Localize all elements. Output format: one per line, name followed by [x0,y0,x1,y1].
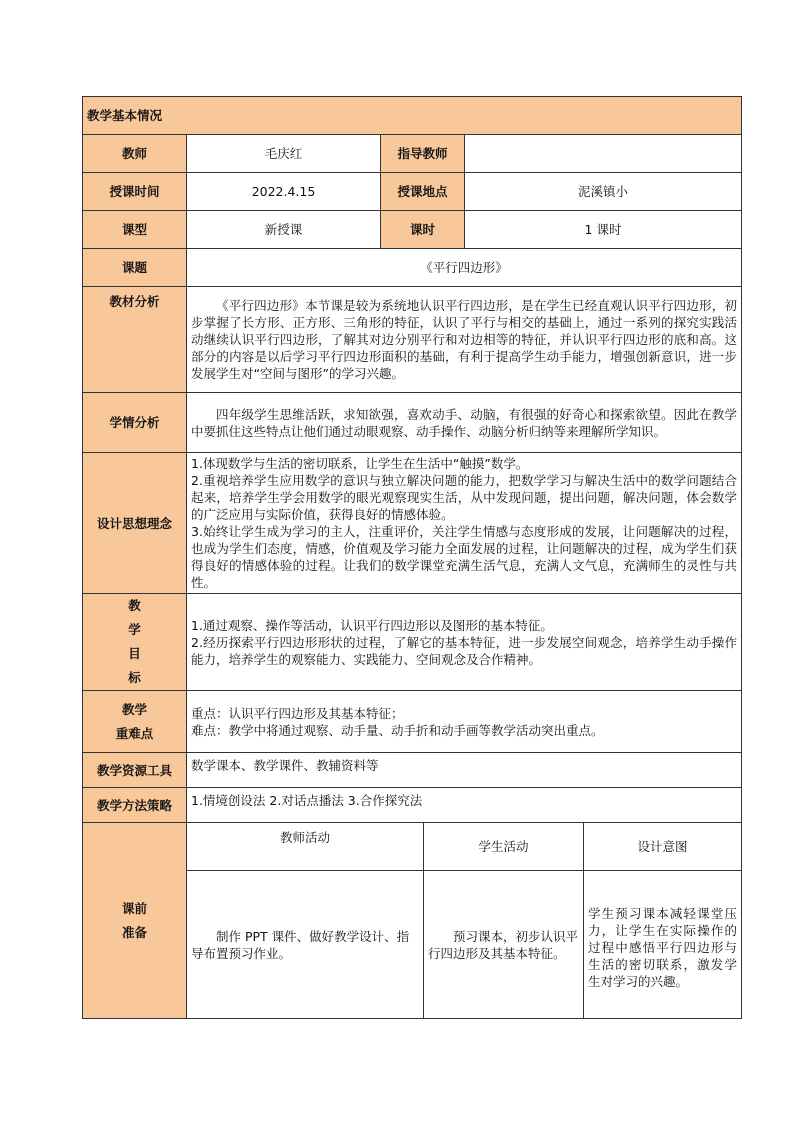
philosophy-item: 1.体现数学与生活的密切联系，让学生在生活中“触摸”数学。 [191,456,529,471]
key-points [187,691,742,753]
col-teacher-activity: 教师活动 [187,823,424,871]
preparation-label [83,823,187,1019]
keypoints-label-line: 教学 [121,701,147,717]
time-value: 2022.4.15 [187,173,381,211]
goals-label-char: 标 [128,670,141,685]
design-intent [584,871,742,1019]
student-activity-text: 预习课本，初步认识平行四边形及其基本特征。 [428,928,579,961]
resources-value: 数学课本、教学课件、教辅资料等 [187,753,742,788]
methods-label: 教学方法策略 [83,788,187,823]
material-text: 《平行四边形》本节课是较为系统地认识平行四边形，是在学生已经直观认识平行四边形，初步掌握了长方形、正方形、三角形的特征，认识了平行与相交的基础上，通过一系列的探究实践活动继续认识平行四边形，了解其对边分别平行和对边相等的特征，并认识平行四边形的底和高。这部分的内容是以后学习平行四边形面积的基础，有利于提高学生动手能力，增强创新意识，进一步发展学生对“空间与图形”的学习兴趣。 [191,298,738,381]
hours-value: 1 课时 [465,211,742,249]
keypoints-label [83,691,187,753]
teacher-value: 毛庆红 [187,135,381,173]
students-label: 学情分析 [83,393,187,453]
resources-label: 教学资源工具 [83,753,187,788]
difficulty-text: 难点：教学中将通过观察、动手量、动手折和动手画等教学活动突出重点。 [191,722,604,738]
focus-text: 重点：认识平行四边形及其基本特征； [191,705,404,721]
philosophy-item: 2.重视培养学生应用数学的意识与独立解决问题的能力，把数学学习与解决生活中的数学问题结合起来，培养学生学会用数学的眼光观察现实生活，从中发现问题，提出问题，解决问题，体会数学的广泛应用与实际价值，获得良好的情感体验。 [191,473,738,522]
time-label: 授课时间 [83,173,187,211]
goals-label-char: 目 [128,646,141,661]
philosophy-item: 3.始终让学生成为学习的主人，注重评价，关注学生情感与态度形成的发展，让问题解决的过程，也成为学生们态度，情感，价值观及学习能力全面发展的过程，让问题解决的过程，成为学生们获得良好的情感体验的过程。让我们的数学课堂充满生活气息，充满人文气息，充满师生的灵性与共性。 [191,524,738,590]
topic-value: 《平行四边形》 [187,249,742,287]
student-analysis [187,393,742,453]
design-intent-text: 学生预习课本减轻课堂压力，让学生在实际操作的过程中感悟平行四边形与生活的密切联系，激发学生对学习的兴趣。 [588,906,738,989]
teacher-label: 教师 [83,135,187,173]
preparation-label-line: 课前 [121,900,147,916]
students-text: 四年级学生思维活跃，求知欲强，喜欢动手、动脑，有很强的好奇心和探索欲望。因此在教学中要抓住这些特点让他们通过动眼观察、动手操作、动脑分析归纳等来理解所学知识。 [191,406,738,439]
col-design-intent: 设计意图 [584,823,742,871]
place-value: 泥溪镇小 [465,173,742,211]
teaching-goals [187,594,742,691]
lesson-plan-table [82,96,742,1019]
topic-label: 课题 [83,249,187,287]
teacher-activity [187,871,424,1019]
goals-label-char: 教 [128,598,141,613]
goals-label-char: 学 [128,622,141,637]
mentor-value [465,135,742,173]
hours-label: 课时 [381,211,465,249]
section-header: 教学基本情况 [83,97,742,135]
goal-item: 2.经历探索平行四边形形状的过程，了解它的基本特征，进一步发展空间观念，培养学生动手操作能力，培养学生的观察能力、实践能力、空间观念及合作精神。 [191,634,738,667]
type-label: 课型 [83,211,187,249]
mentor-label: 指导教师 [381,135,465,173]
preparation-label-line: 准备 [121,924,147,940]
design-philosophy [187,453,742,594]
goal-item: 1.通过观察、操作等活动，认识平行四边形以及图形的基本特征。 [191,617,553,633]
col-student-activity: 学生活动 [424,823,584,871]
teacher-activity-text: 制作 PPT 课件、做好教学设计、指导布置预习作业。 [191,928,410,961]
goals-label [83,594,187,691]
student-activity [424,871,584,1019]
place-label: 授课地点 [381,173,465,211]
keypoints-label-line: 重难点 [115,725,154,741]
philosophy-label: 设计思想理念 [83,453,187,594]
methods-value: 1.情境创设法 2.对话点播法 3.合作探究法 [187,788,742,823]
material-label: 教材分析 [83,287,187,393]
material-analysis [187,287,742,393]
type-value: 新授课 [187,211,381,249]
